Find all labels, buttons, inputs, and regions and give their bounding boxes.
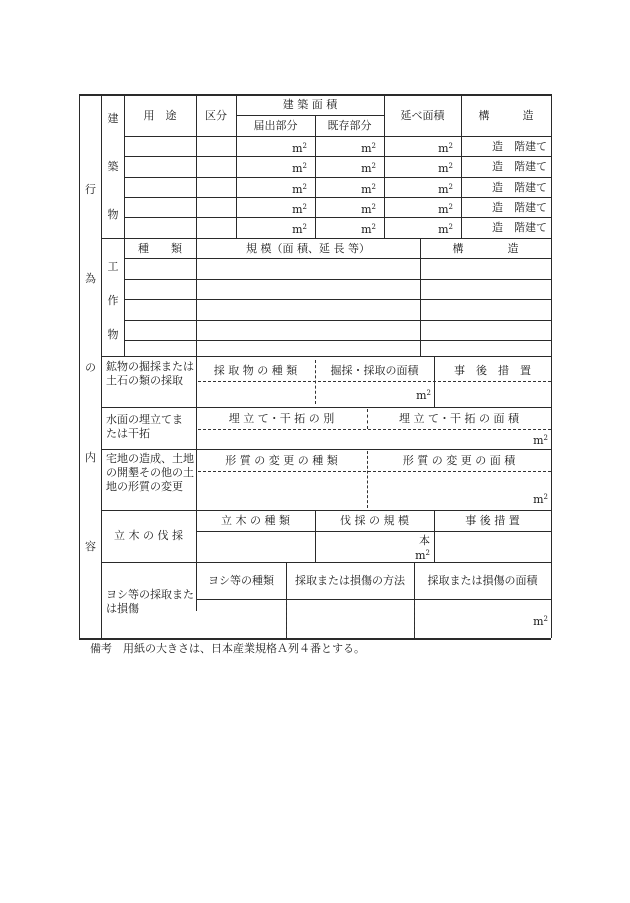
reclaim-area-unit: $m^2$	[533, 434, 548, 447]
mining-kind-header: 採 取 物 の 種 類	[213, 364, 298, 377]
side-char: 行	[85, 183, 96, 196]
trees-area-unit: $m^2$	[415, 549, 430, 562]
reclaim-label: 水面の埋立てまたは干拓	[106, 413, 183, 440]
structure-cell: 造 階建て	[492, 201, 547, 214]
area-unit: $m^2$	[438, 162, 453, 175]
land-area-unit: $m^2$	[533, 493, 548, 506]
area-unit: $m^2$	[438, 183, 453, 196]
land-kind-header: 形 質 の 変 更 の 種 類	[225, 454, 338, 467]
reeds-label: ヨシ等の採取または損傷	[106, 588, 194, 615]
structure2-side-char: 作	[107, 294, 119, 307]
floor-area-header: 延べ面積	[400, 109, 445, 122]
structure-cell: 造 階建て	[492, 181, 547, 194]
category-header: 区分	[205, 109, 227, 122]
mining-area-header: 掘採・採取の面積	[330, 364, 419, 377]
reeds-kind-header: ヨシ等の種類	[208, 574, 274, 587]
building-side-char: 建	[107, 112, 119, 125]
reeds-area-header: 採取または損傷の面積	[427, 574, 538, 587]
area-unit: $m^2$	[292, 162, 307, 175]
note: 備考 用紙の大きさは、日本産業規格Ａ列４番とする。	[90, 642, 365, 655]
mining-measure-header: 事 後 措 置	[454, 364, 531, 377]
area-unit: $m^2$	[361, 223, 376, 236]
structure2-scale-header: 規 模（面 積、延 長 等）	[246, 242, 370, 255]
reclaim-kind-header: 埋 立 て・干 拓 の 別	[228, 412, 335, 425]
area-unit: $m^2$	[361, 142, 376, 155]
trees-label: 立 木 の 伐 採	[114, 529, 183, 542]
area-unit: $m^2$	[438, 142, 453, 155]
structure2-side-char: 物	[107, 328, 119, 341]
trees-kind-header: 立 木 の 種 類	[221, 514, 290, 527]
use-header: 用 途	[143, 109, 177, 122]
land-label: 宅地の造成、土地の開墾その他の土地の形質の変更	[106, 452, 194, 493]
mining-label: 鉱物の掘採または土石の類の採取	[106, 360, 194, 387]
area-unit: $m^2$	[361, 183, 376, 196]
side-char: 為	[85, 272, 96, 285]
trees-count-unit: 本	[419, 534, 430, 547]
building-side-char: 築	[107, 160, 119, 173]
notified-part-header: 届出部分	[253, 119, 298, 132]
structure2-kind-header: 種 類	[138, 242, 182, 255]
area-unit: $m^2$	[292, 203, 307, 216]
side-char: 内	[85, 451, 96, 464]
structure-cell: 造 階建て	[492, 221, 547, 234]
reeds-area-unit: $m^2$	[533, 615, 548, 628]
reclaim-area-header: 埋 立 て・干 拓 の 面 積	[399, 412, 519, 425]
structure2-structure-header: 構 造	[452, 242, 519, 255]
area-unit: $m^2$	[361, 162, 376, 175]
structure2-side-char: 工	[107, 260, 119, 273]
structure-cell: 造 階建て	[492, 160, 547, 173]
land-area-header: 形 質 の 変 更 の 面 積	[402, 454, 516, 467]
trees-measure-header: 事 後 措 置	[465, 514, 520, 527]
building-side-char: 物	[107, 208, 119, 221]
area-unit: $m^2$	[438, 203, 453, 216]
area-unit: $m^2$	[361, 203, 376, 216]
area-unit: $m^2$	[292, 142, 307, 155]
reeds-method-header: 採取または損傷の方法	[295, 574, 405, 587]
mining-area-unit: $m^2$	[416, 389, 431, 402]
side-char: 容	[85, 540, 96, 553]
trees-scale-header: 伐 採 の 規 模	[340, 514, 409, 527]
structure-cell: 造 階建て	[492, 140, 547, 153]
structure-header: 構 造	[478, 109, 534, 122]
area-unit: $m^2$	[292, 183, 307, 196]
area-unit: $m^2$	[438, 223, 453, 236]
existing-part-header: 既存部分	[327, 119, 372, 132]
building-area-header: 建 築 面 積	[282, 98, 338, 111]
area-unit: $m^2$	[292, 223, 307, 236]
side-char: の	[85, 361, 96, 374]
